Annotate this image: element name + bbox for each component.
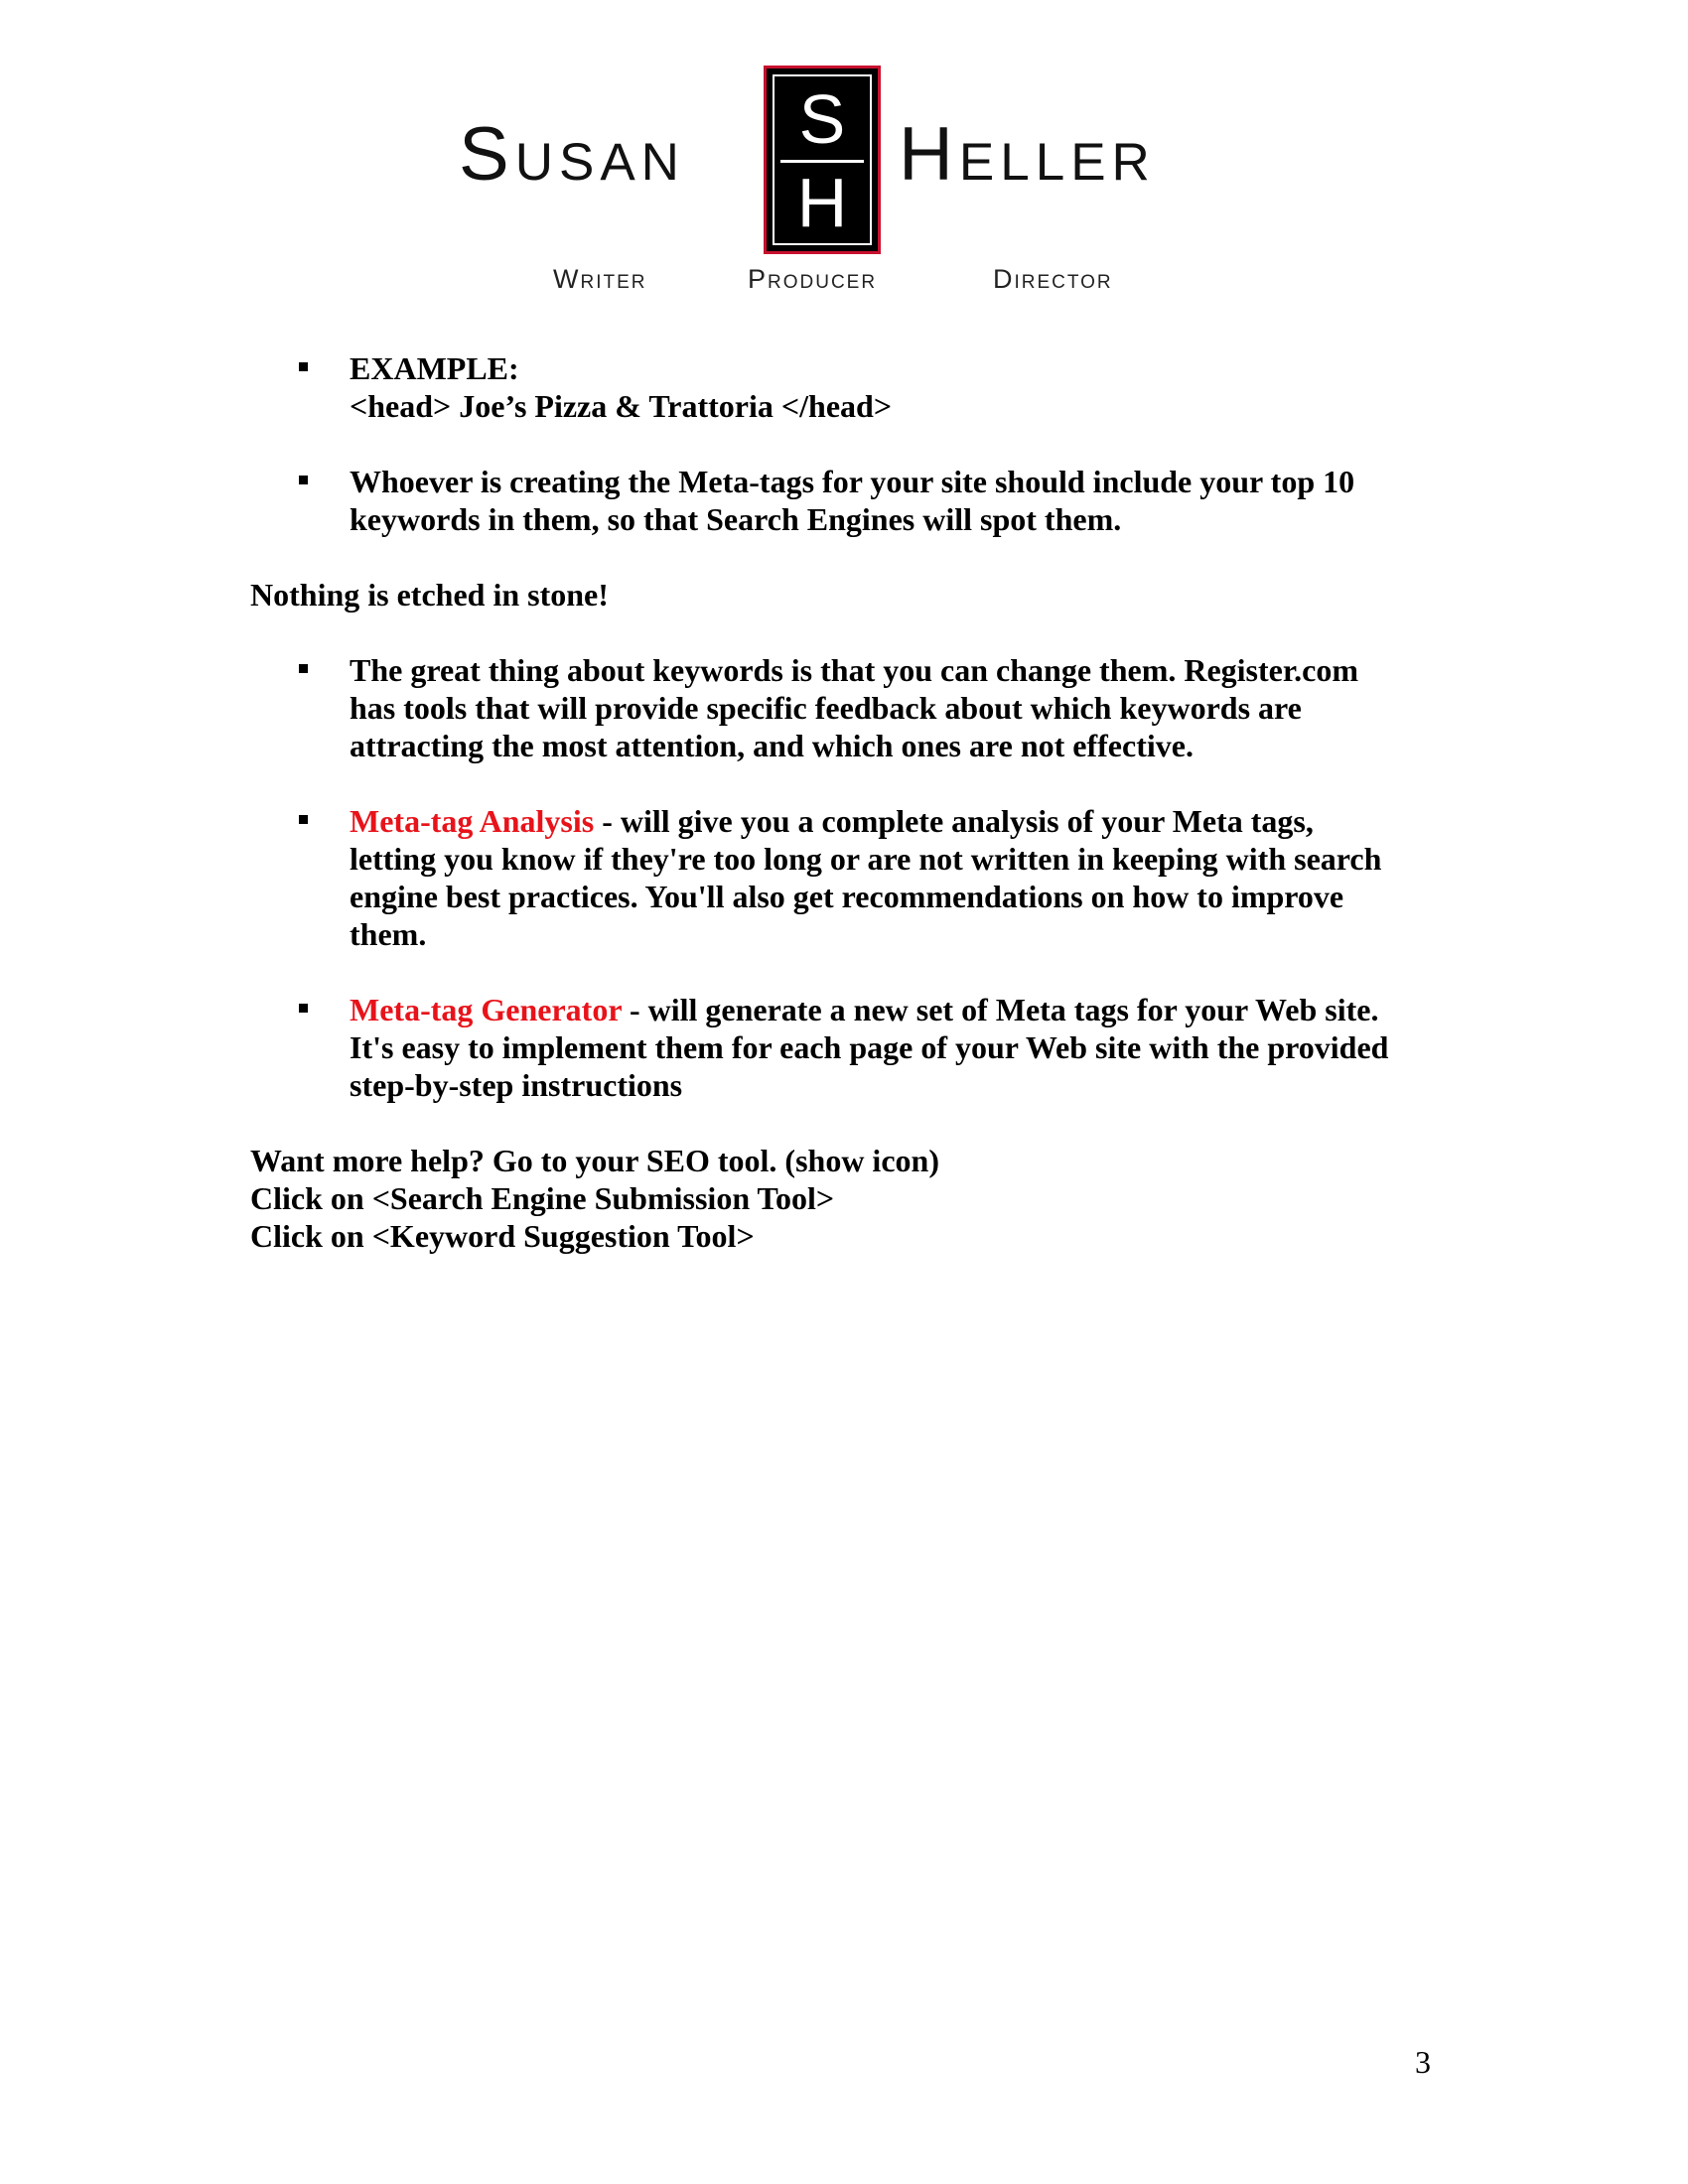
help-section bbox=[250, 1142, 1442, 1255]
bullet-text-line: has tools that will provide specific feedback about which keywords are bbox=[350, 690, 1302, 726]
page-number: 3 bbox=[1415, 2044, 1431, 2080]
bullet-meta-tag-analysis bbox=[250, 802, 1442, 953]
meta-tag-analysis-link[interactable]: Meta-tag Analysis bbox=[350, 803, 595, 839]
brand-first-name: Susan bbox=[459, 112, 685, 197]
square-bullet-icon bbox=[299, 1004, 308, 1013]
bullet-text-line: The great thing about keywords is that you can change them. Register.com bbox=[350, 652, 1358, 688]
bullet-text-rest: - will generate a new set of Meta tags for your Web site. bbox=[621, 992, 1379, 1027]
square-bullet-icon bbox=[299, 476, 308, 484]
bullet-keywords bbox=[250, 651, 1442, 764]
monogram-frame bbox=[773, 74, 872, 245]
monogram-divider bbox=[780, 160, 864, 163]
bullet-text-line: keywords in them, so that Search Engines will spot them. bbox=[350, 501, 1122, 537]
bullet-meta-tag-generator bbox=[250, 991, 1442, 1104]
bullet-text-line: It's easy to implement them for each page of your Web site with the provided bbox=[350, 1029, 1389, 1065]
bullet-text-line: attracting the most attention, and which ones are not effective. bbox=[350, 728, 1194, 763]
letterhead bbox=[0, 0, 1688, 318]
document-body bbox=[250, 349, 1442, 1293]
monogram-letter-top: S bbox=[798, 80, 846, 158]
monogram-logo bbox=[764, 66, 881, 254]
bullet-text-rest: - will give you a complete analysis of your Meta tags, bbox=[594, 803, 1314, 839]
bullet-text-line: them. bbox=[350, 916, 427, 952]
bullet-text-line bbox=[350, 991, 1442, 1028]
role-director: Director bbox=[993, 264, 1113, 294]
section-heading-stone: Nothing is etched in stone! bbox=[250, 577, 609, 613]
example-label: EXAMPLE: bbox=[350, 350, 519, 386]
help-instruction: Click on <Search Engine Submission Tool> bbox=[250, 1180, 835, 1216]
role-writer: Writer bbox=[553, 264, 647, 294]
brand-last-name: Heller bbox=[899, 112, 1156, 197]
example-code: <head> Joe’s Pizza & Trattoria </head> bbox=[350, 388, 893, 424]
square-bullet-icon bbox=[299, 664, 308, 673]
bullet-text-line: step-by-step instructions bbox=[350, 1067, 683, 1103]
monogram-letter-bottom: H bbox=[796, 164, 848, 241]
help-instruction: Click on <Keyword Suggestion Tool> bbox=[250, 1218, 755, 1254]
bullet-meta-tags bbox=[250, 463, 1442, 538]
square-bullet-icon bbox=[299, 815, 308, 824]
help-text: Want more help? Go to your SEO tool. (show icon) bbox=[250, 1143, 939, 1178]
bullet-text-line bbox=[350, 802, 1442, 840]
bullet-text-line: letting you know if they're too long or are not written in keeping with search bbox=[350, 841, 1382, 877]
square-bullet-icon bbox=[299, 362, 308, 371]
bullet-text-line: engine best practices. You'll also get recommendations on how to improve bbox=[350, 879, 1344, 914]
role-producer: Producer bbox=[748, 264, 878, 294]
bullet-example bbox=[250, 349, 1442, 425]
bullet-text-line: Whoever is creating the Meta-tags for your site should include your top 10 bbox=[350, 464, 1355, 499]
meta-tag-generator-link[interactable]: Meta-tag Generator bbox=[350, 992, 622, 1027]
